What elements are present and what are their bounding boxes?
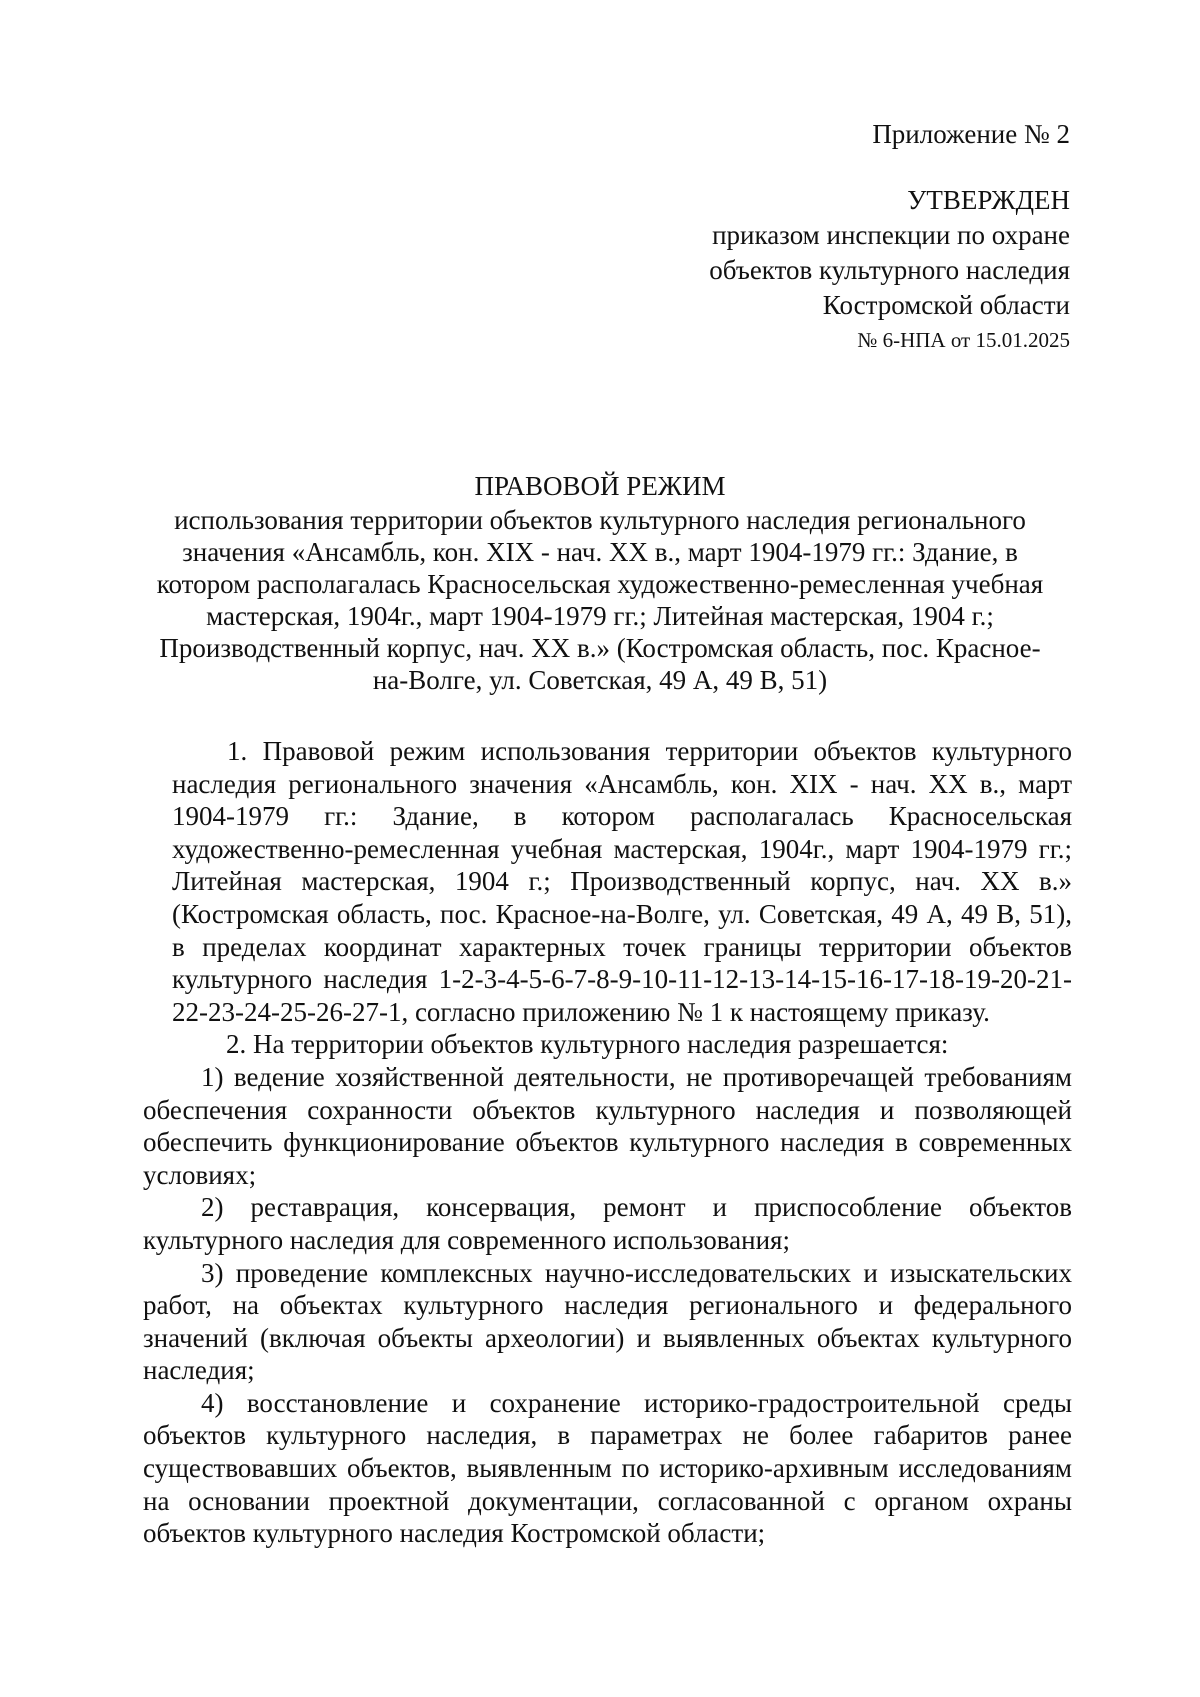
appendix-label: Приложение № 2	[872, 119, 1070, 149]
approved-label: УТВЕРЖДЕН	[907, 185, 1070, 215]
title-heading: ПРАВОВОЙ РЕЖИМ	[474, 471, 726, 501]
list-item-1: 1) ведение хозяйственной деятельности, не противоречащей требованиям обеспечения сохранности объектов культурного наследия и позволяющей обеспечить функционирование объектов культурного наследия в современных условиях;	[143, 1061, 1072, 1190]
title-body: использования территории объектов культурного наследия регионального значения «Ансамбль, кон. XIX - нач. XX в., март 1904-1979 гг.: Здание, в котором располагалась Красносельская художественно-ремесленная учебная мастерская, 1904г., март 1904-1979 гг.; Литейная мастерская, 1904 г.; Производственный корпус, нач. XX в.» (Костромская область, пос. Красное-на-Волге, ул. Советская, 49 А, 49 В, 51)	[156, 505, 1044, 695]
list-item-4: 4) восстановление и сохранение историко-градостроительной среды объектов культурного наследия, в параметрах не более габаритов ранее существовавших объектов, выявленным по историко-архивным исследованиям на основании проектной документации, согласованной с органом охраны объектов культурного наследия Костромской области;	[143, 1387, 1072, 1549]
list-item-2: 2) реставрация, консервация, ремонт и приспособление объектов культурного наследия для современного использования;	[143, 1192, 1072, 1255]
list-item-3: 3) проведение комплексных научно-исследовательских и изыскательских работ, на объектах культурного наследия регионального и федерального значений (включая объекты археологии) и выявленных объектах культурного наследия;	[143, 1257, 1072, 1386]
approved-line: приказом инспекции по охране	[712, 220, 1070, 250]
order-number: № 6-НПА от 15.01.2025	[857, 328, 1070, 352]
approved-line: Костромской области	[822, 290, 1070, 320]
document-title	[150, 470, 1050, 696]
approval-block	[709, 183, 1070, 323]
paragraph-1: 1. Правовой режим использования территории объектов культурного наследия регионального значения «Ансамбль, кон. XIX - нач. XX в., март 1904-1979 гг.: Здание, в котором располагалась Красносельская художественно-ремесленная учебная мастерская, 1904г., март 1904-1979 гг.; Литейная мастерская, 1904 г.; Производственный корпус, нач. XX в.» (Костромская область, пос. Красное-на-Волге, ул. Советская, 49 А, 49 В, 51), в пределах координат характерных точек границы территории объектов культурного наследия 1-2-3-4-5-6-7-8-9-10-11-12-13-14-15-16-17-18-19-20-21-22-23-24-25-26-27-1, согласно приложению № 1 к настоящему приказу.	[172, 736, 1072, 1027]
document-body	[143, 735, 1072, 1550]
paragraph-2: 2. На территории объектов культурного наследия разрешается:	[226, 1029, 949, 1060]
approved-line: объектов культурного наследия	[709, 255, 1070, 285]
